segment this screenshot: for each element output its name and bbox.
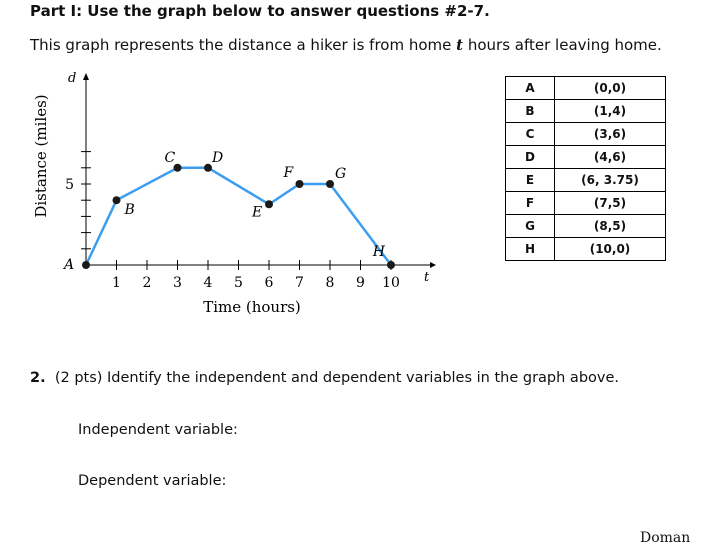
point-label: H	[372, 244, 385, 260]
data-point	[82, 261, 90, 269]
point-coordinate-cell: (6, 3.75)	[555, 169, 666, 192]
x-tick-label: 10	[382, 275, 400, 291]
data-point	[204, 164, 212, 172]
point-label: B	[124, 202, 135, 219]
question-2	[30, 370, 619, 386]
distance-time-chart	[30, 66, 470, 326]
intro-variable: t	[456, 36, 464, 54]
point-label: G	[335, 166, 347, 182]
intro-text-end: hours after leaving home.	[463, 36, 662, 54]
y-axis-letter: d	[68, 71, 77, 86]
table-row	[506, 100, 666, 123]
point-coordinate-cell: (1,4)	[555, 100, 666, 123]
x-axis-label: Time (hours)	[203, 298, 301, 316]
table-row	[506, 146, 666, 169]
question-text: (2 pts) Identify the independent and dependent variables in the graph above.	[54, 370, 620, 386]
point-coordinate-cell: (10,0)	[555, 238, 666, 261]
data-point	[265, 200, 273, 208]
x-tick-label: 5	[234, 275, 243, 291]
point-coordinate-cell: (0,0)	[555, 77, 666, 100]
point-label: F	[283, 165, 294, 181]
point-coordinate-cell: (3,6)	[555, 123, 666, 146]
point-label-cell: G	[506, 215, 555, 238]
x-tick-label: 2	[142, 275, 152, 291]
point-label-cell: C	[506, 123, 555, 146]
point-label-cell: E	[506, 169, 555, 192]
point-coordinate-cell: (7,5)	[555, 192, 666, 215]
table-row	[506, 77, 666, 100]
x-axis-arrow	[430, 262, 436, 268]
point-coordinate-cell: (4,6)	[555, 146, 666, 169]
table-row	[506, 215, 666, 238]
data-point	[326, 180, 334, 188]
x-tick-label: 4	[203, 275, 213, 291]
dependent-variable-label: Dependent variable:	[78, 473, 227, 489]
point-label: D	[212, 149, 224, 166]
graph-intro	[30, 36, 662, 54]
data-point	[113, 196, 121, 204]
point-label-cell: F	[506, 192, 555, 215]
data-point	[387, 261, 395, 269]
data-point	[296, 180, 304, 188]
cut-off-text: Doman	[640, 530, 691, 546]
points-table	[505, 76, 666, 261]
independent-variable-label: Independent variable:	[78, 422, 238, 438]
x-tick-label: 3	[173, 275, 182, 291]
x-tick-label: 6	[264, 275, 274, 291]
x-axis-letter: t	[424, 270, 430, 285]
y-tick-label: 5	[65, 177, 74, 193]
x-tick-label: 1	[112, 275, 121, 291]
x-tick-label: 7	[295, 275, 304, 291]
table-row	[506, 238, 666, 261]
intro-text-start: This graph represents the distance a hiker is from home	[30, 36, 457, 54]
point-label: E	[252, 204, 263, 221]
x-tick-label: 8	[325, 275, 335, 291]
x-tick-label: 9	[356, 275, 365, 291]
point-label: A	[64, 257, 75, 273]
point-label-cell: B	[506, 100, 555, 123]
table-row	[506, 169, 666, 192]
point-label: C	[164, 149, 176, 166]
point-label-cell: D	[506, 146, 555, 169]
question-number: 2.	[30, 370, 46, 386]
point-label-cell: H	[506, 238, 555, 261]
point-label-cell: A	[506, 77, 555, 100]
y-axis-arrow	[83, 73, 89, 80]
y-axis-label: Distance (miles)	[32, 94, 50, 218]
part-title: Part I: Use the graph below to answer questions #2-7.	[30, 2, 490, 20]
point-coordinate-cell: (8,5)	[555, 215, 666, 238]
table-row	[506, 123, 666, 146]
table-row	[506, 192, 666, 215]
